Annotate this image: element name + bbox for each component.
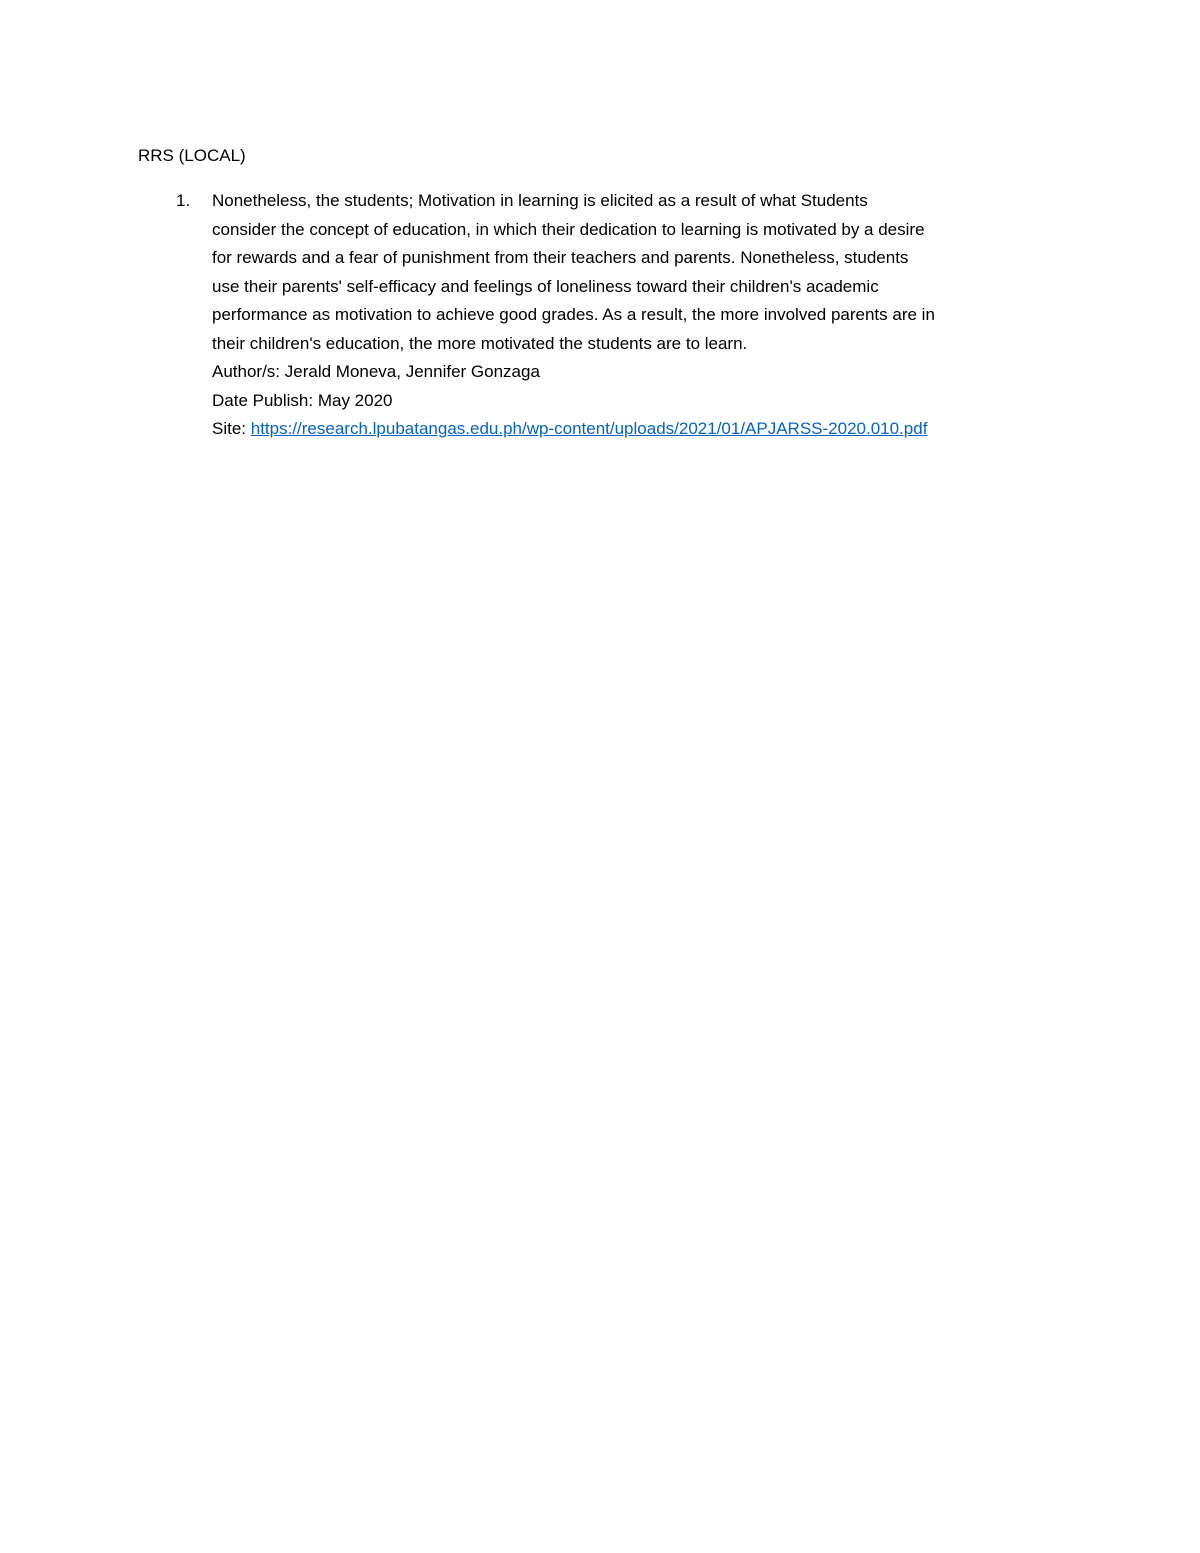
paragraph-line: Nonetheless, the students; Motivation in learning is elicited as a result of what Students	[212, 191, 868, 210]
paragraph-line: use their parents' self-efficacy and feelings of loneliness toward their children's academic	[212, 276, 879, 296]
site-label: Site:	[212, 419, 251, 438]
paragraph-line: performance as motivation to achieve good grades. As a result, the more involved parents are in	[212, 305, 935, 324]
paragraph-line: consider the concept of education, in which their dedication to learning is motivated by a desire	[212, 219, 925, 239]
authors-line: Author/s: Jerald Moneva, Jennifer Gonzaga	[212, 362, 540, 381]
date-publish-line: Date Publish: May 2020	[212, 390, 393, 410]
list-item-body	[212, 187, 1072, 444]
paragraph-line: their children's education, the more motivated the students are to learn.	[212, 333, 748, 353]
site-line	[212, 415, 1072, 444]
paragraph-line: for rewards and a fear of punishment from their teachers and parents. Nonetheless, students	[212, 248, 909, 267]
site-link[interactable]: https://research.lpubatangas.edu.ph/wp-content/uploads/2021/01/APJARSS-2020.010.pdf	[250, 419, 928, 438]
list-item-number: 1.	[176, 191, 191, 210]
section-heading: RRS (LOCAL)	[138, 146, 246, 165]
